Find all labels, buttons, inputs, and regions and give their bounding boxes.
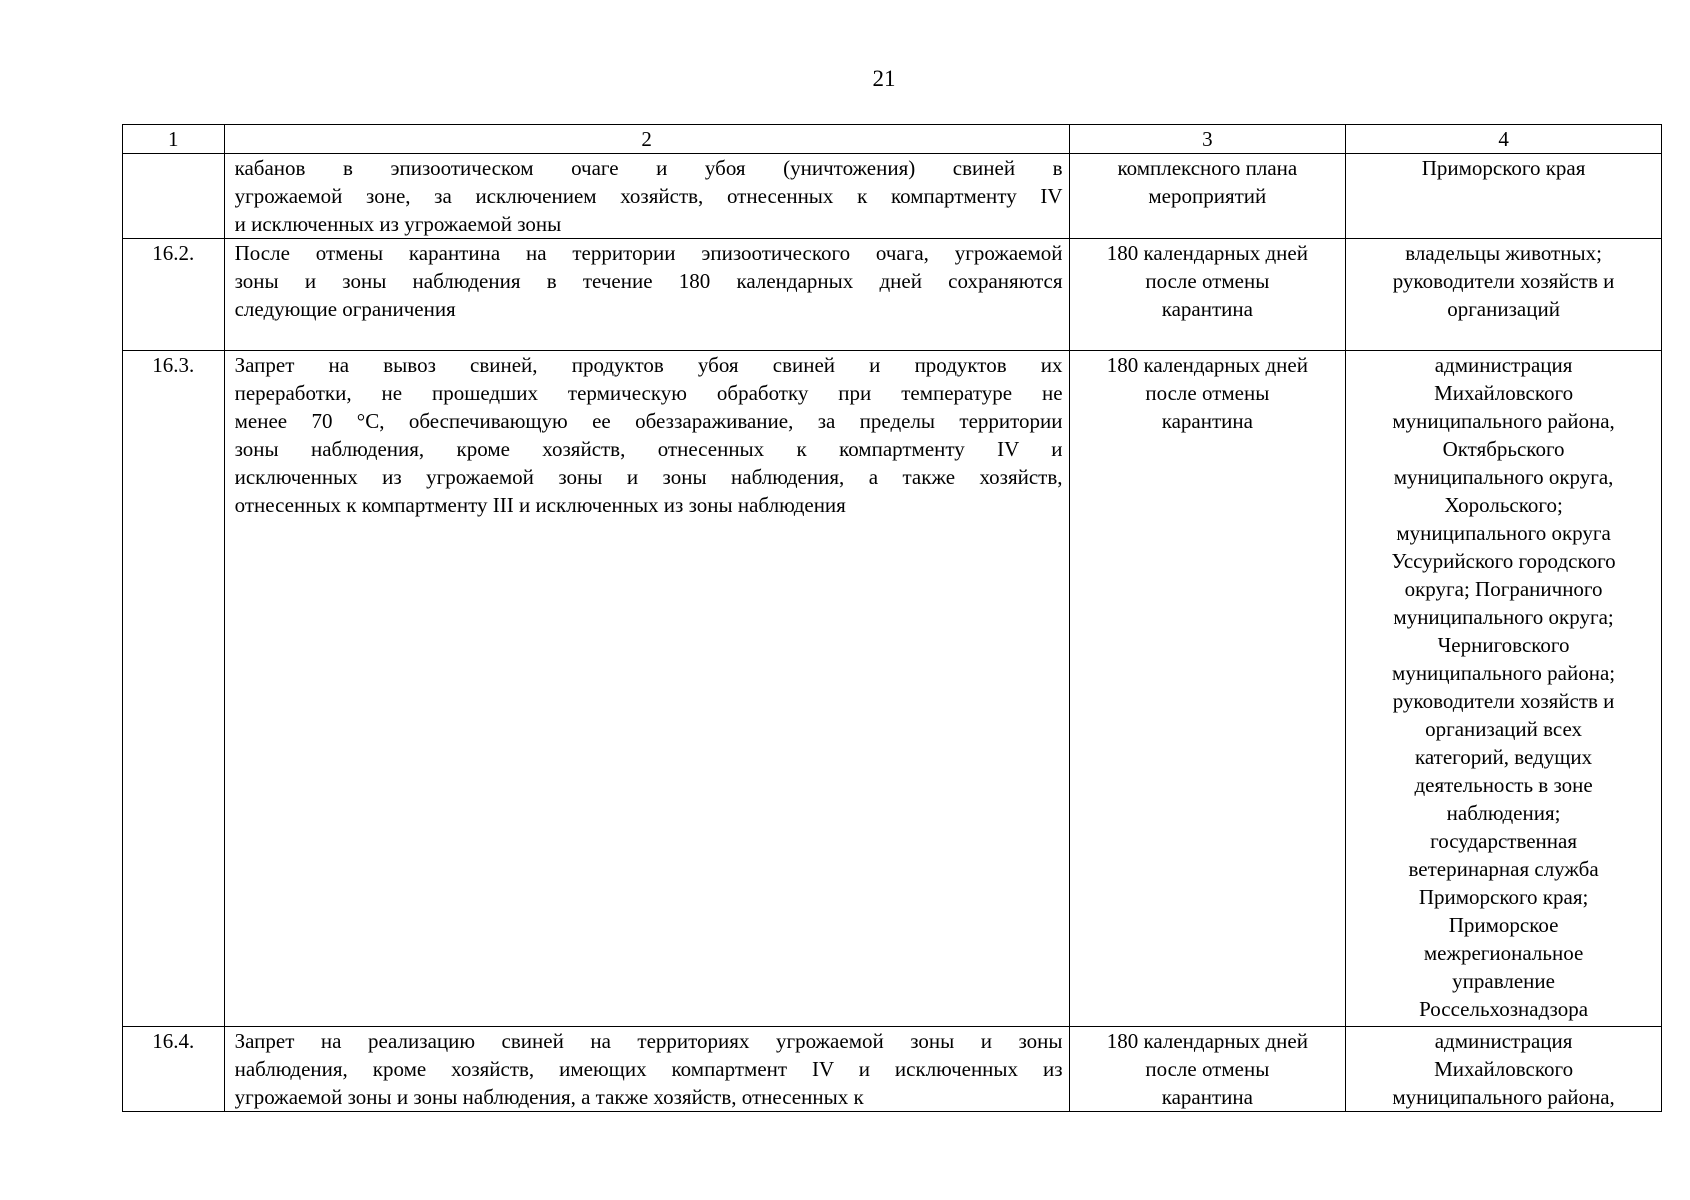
term-cell bbox=[1069, 1027, 1346, 1112]
responsible-cell bbox=[1346, 239, 1662, 351]
resp-text-line: руководители хозяйств и bbox=[1392, 689, 1615, 713]
resp-text-line: Уссурийского городского bbox=[1391, 549, 1616, 573]
term-cell bbox=[1069, 154, 1346, 239]
table-row bbox=[123, 1027, 1662, 1112]
desc-text-line: менее 70 °С, обеспечивающую ее обеззараживание, за пределы территории bbox=[234, 409, 1063, 433]
resp-text-line: категорий, ведущих bbox=[1414, 745, 1593, 769]
resp-text-line: ветеринарная служба bbox=[1408, 857, 1599, 881]
column-number-1: 1 bbox=[123, 125, 225, 154]
item-number-cell: 16.2. bbox=[123, 239, 225, 351]
term-text-line: после отмены bbox=[1145, 1057, 1270, 1081]
resp-text-line: межрегиональное bbox=[1423, 941, 1584, 965]
measure-description-cell bbox=[224, 239, 1069, 351]
measure-description-cell bbox=[224, 154, 1069, 239]
resp-text-line: муниципального округа, bbox=[1393, 465, 1614, 489]
term-text-line: комплексного плана bbox=[1117, 156, 1298, 180]
resp-text-line: Октябрьского bbox=[1442, 437, 1565, 461]
measure-description-cell bbox=[224, 1027, 1069, 1112]
desc-text-line: и исключенных из угрожаемой зоны bbox=[234, 212, 562, 236]
term-text-line: карантина bbox=[1161, 1085, 1253, 1109]
resp-text-line: муниципального района, bbox=[1392, 409, 1615, 433]
measures-table bbox=[122, 124, 1662, 1112]
resp-text-line: Приморское bbox=[1448, 913, 1559, 937]
table-row bbox=[123, 351, 1662, 1027]
column-number-3: 3 bbox=[1069, 125, 1346, 154]
desc-text-line: зоны наблюдения, кроме хозяйств, отнесенных к компартменту IV и bbox=[234, 437, 1063, 461]
resp-text-line: муниципального округа bbox=[1396, 521, 1611, 545]
resp-text-line: Хорольского; bbox=[1444, 493, 1563, 517]
term-text-line: 180 календарных дней bbox=[1106, 1029, 1308, 1053]
resp-text-line: Россельхознадзора bbox=[1419, 997, 1589, 1021]
resp-text-line: руководители хозяйств и bbox=[1392, 269, 1615, 293]
resp-text-line: муниципального округа; bbox=[1393, 605, 1614, 629]
table-row bbox=[123, 239, 1662, 351]
resp-text-line: округа; Пограничного bbox=[1404, 577, 1603, 601]
column-number-4: 4 bbox=[1346, 125, 1662, 154]
term-cell bbox=[1069, 351, 1346, 1027]
item-number-cell: 16.3. bbox=[123, 351, 225, 1027]
desc-text-line: исключенных из угрожаемой зоны и зоны наблюдения, а также хозяйств, bbox=[234, 465, 1063, 489]
measure-description-cell bbox=[224, 351, 1069, 1027]
term-text-line: карантина bbox=[1161, 297, 1253, 321]
term-text-line: 180 календарных дней bbox=[1106, 241, 1308, 265]
desc-text-line: угрожаемой зоне, за исключением хозяйств, отнесенных к компартменту IV bbox=[234, 184, 1063, 208]
resp-text-line: деятельность в зоне bbox=[1414, 773, 1593, 797]
item-number-cell bbox=[123, 154, 225, 239]
resp-text-line: Михайловского bbox=[1434, 1057, 1574, 1081]
responsible-cell bbox=[1346, 154, 1662, 239]
term-text-line: карантина bbox=[1161, 409, 1253, 433]
resp-text-line: государственная bbox=[1430, 829, 1578, 853]
desc-text-line: Запрет на реализацию свиней на территориях угрожаемой зоны и зоны bbox=[234, 1029, 1063, 1053]
desc-text-line: наблюдения, кроме хозяйств, имеющих компартмент IV и исключенных из bbox=[234, 1057, 1063, 1081]
responsible-cell bbox=[1346, 1027, 1662, 1112]
term-text-line: мероприятий bbox=[1148, 184, 1267, 208]
item-number-cell: 16.4. bbox=[123, 1027, 225, 1112]
resp-text-line: организаций всех bbox=[1425, 717, 1583, 741]
term-cell bbox=[1069, 239, 1346, 351]
resp-text-line: муниципального района, bbox=[1392, 1085, 1615, 1109]
resp-text-line: Приморского края; bbox=[1418, 885, 1589, 909]
page-number: 21 bbox=[872, 66, 896, 91]
resp-text-line: Михайловского bbox=[1434, 381, 1574, 405]
desc-text-line: следующие ограничения bbox=[234, 297, 456, 321]
resp-text-line: управление bbox=[1452, 969, 1555, 993]
desc-text-line: кабанов в эпизоотическом очаге и убоя (уничтожения) свиней в bbox=[234, 156, 1063, 180]
resp-text-line: владельцы животных; bbox=[1405, 241, 1602, 265]
term-text-line: после отмены bbox=[1145, 269, 1270, 293]
responsible-cell bbox=[1346, 351, 1662, 1027]
resp-text-line: Черниговского bbox=[1437, 633, 1570, 657]
term-text-line: 180 календарных дней bbox=[1106, 353, 1308, 377]
resp-text-line: наблюдения; bbox=[1446, 801, 1561, 825]
desc-text-line: отнесенных к компартменту III и исключенных из зоны наблюдения bbox=[234, 493, 846, 517]
desc-text-line: угрожаемой зоны и зоны наблюдения, а также хозяйств, отнесенных к bbox=[234, 1085, 864, 1109]
resp-text-line: администрация bbox=[1434, 1029, 1573, 1053]
resp-text-line: организаций bbox=[1447, 297, 1560, 321]
desc-text-line: Запрет на вывоз свиней, продуктов убоя свиней и продуктов их bbox=[234, 353, 1063, 377]
desc-text-line: переработки, не прошедших термическую обработку при температуре не bbox=[234, 381, 1063, 405]
resp-text-line: муниципального района; bbox=[1392, 661, 1616, 685]
resp-text-line: Приморского края bbox=[1421, 156, 1586, 180]
term-text-line: после отмены bbox=[1145, 381, 1270, 405]
desc-text-line: зоны и зоны наблюдения в течение 180 календарных дней сохраняются bbox=[234, 269, 1063, 293]
column-number-row bbox=[123, 125, 1662, 154]
column-number-2: 2 bbox=[224, 125, 1069, 154]
table-row bbox=[123, 154, 1662, 239]
resp-text-line: администрация bbox=[1434, 353, 1573, 377]
desc-text-line: После отмены карантина на территории эпизоотического очага, угрожаемой bbox=[234, 241, 1063, 265]
